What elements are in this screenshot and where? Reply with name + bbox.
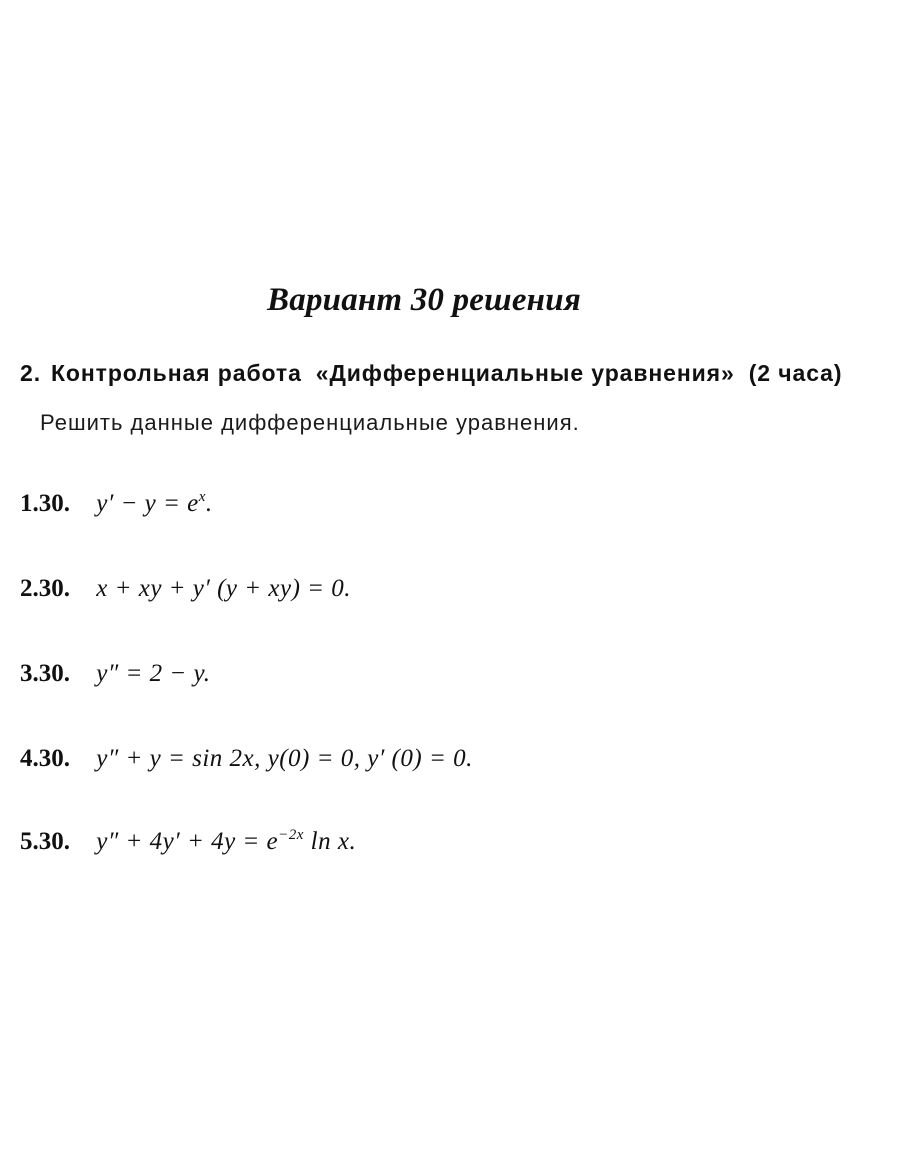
problem-equation: $y' - y = e^x$. <box>96 489 213 517</box>
exponent: x <box>198 489 206 505</box>
problem-number: 1.30. <box>20 490 70 517</box>
section-number: 2. <box>20 360 41 386</box>
problem-item <box>20 828 356 856</box>
problem-equation: $y'' + 4y' + 4y = e^{-2x}$ ln x. <box>96 827 357 855</box>
problem-item <box>20 575 351 603</box>
problem-item <box>20 745 473 773</box>
page-title: Вариант 30 решения <box>267 282 581 318</box>
instruction-text: Решить данные дифференциальные уравнения. <box>40 410 580 435</box>
problem-number: 3.30. <box>20 660 70 687</box>
exponent: −2x <box>278 827 304 843</box>
section-heading <box>20 360 842 387</box>
problem-equation: x + xy + y′ (y + xy) = 0. <box>96 575 352 602</box>
problem-equation: y″ = 2 − y. <box>96 660 211 687</box>
section-topic: «Дифференциальные уравнения» <box>315 360 735 386</box>
problem-number: 4.30. <box>20 745 70 772</box>
problem-item <box>20 660 210 688</box>
problem-number: 5.30. <box>20 828 70 855</box>
problem-equation: y″ + y = sin 2x, y(0) = 0, y′ (0) = 0. <box>96 745 473 772</box>
problem-number: 2.30. <box>20 575 70 602</box>
section-label: Контрольная работа <box>50 360 302 386</box>
section-duration: (2 часа) <box>748 360 843 386</box>
problem-item <box>20 490 213 518</box>
